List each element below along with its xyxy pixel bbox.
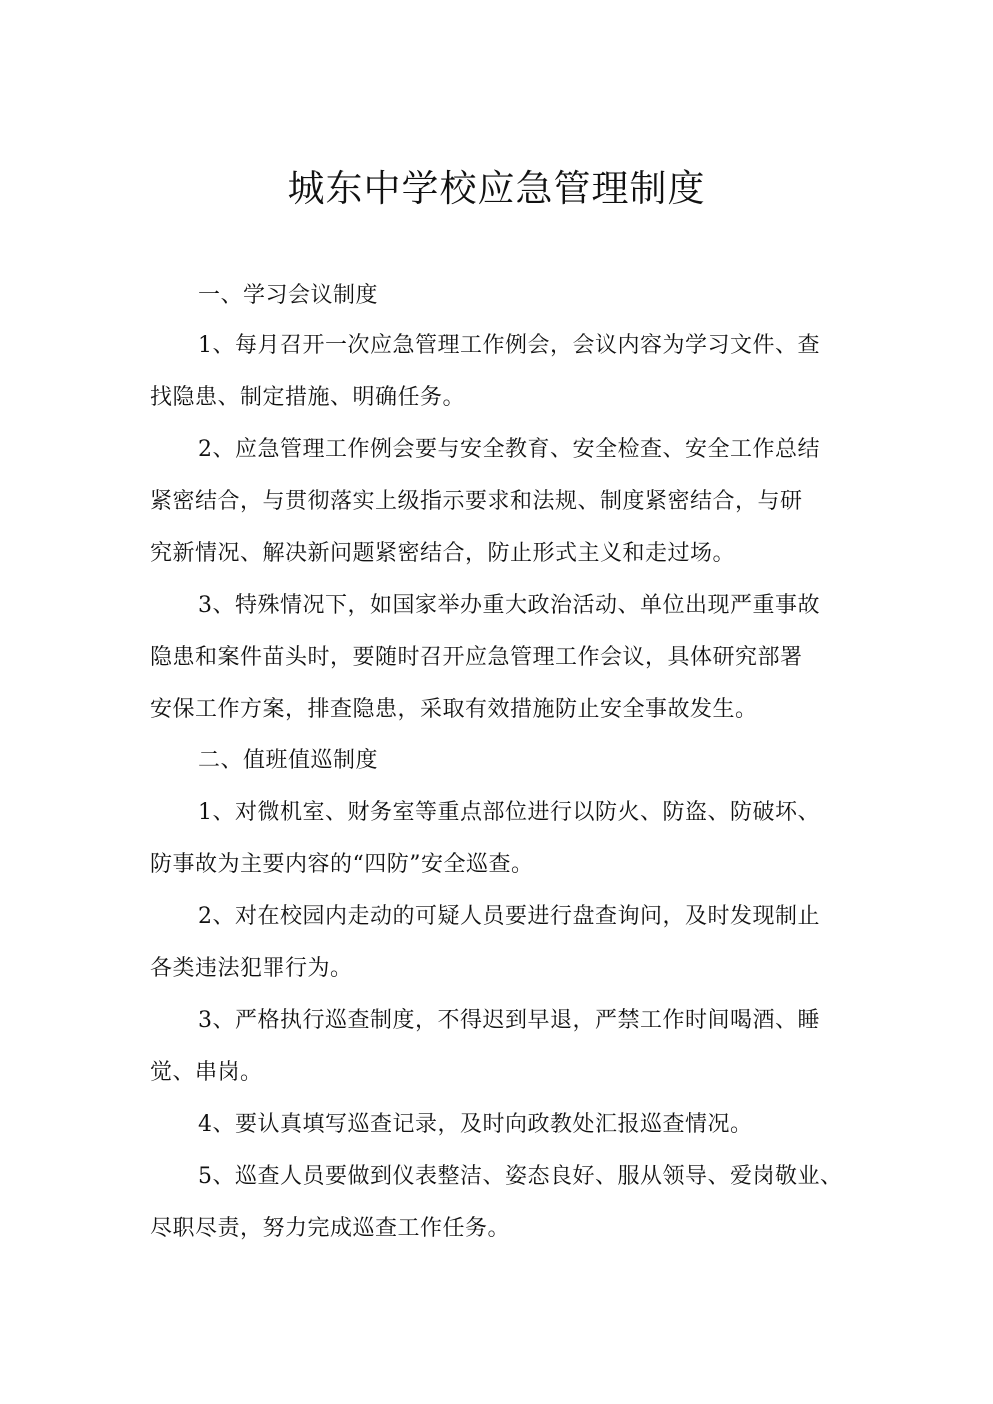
paragraph-line: 觉、串岗。: [150, 1060, 263, 1085]
paragraph-line: 2、对在校园内走动的可疑人员要进行盘查询问，及时发现制止: [198, 904, 820, 929]
paragraph-line: 3、严格执行巡查制度，不得迟到早退，严禁工作时间喝酒、睡: [198, 1008, 820, 1033]
paragraph-line: 各类违法犯罪行为。: [150, 956, 353, 981]
paragraph-line: 找隐患、制定措施、明确任务。: [150, 385, 466, 410]
paragraph-line: 2、应急管理工作例会要与安全教育、安全检查、安全工作总结: [198, 437, 820, 462]
paragraph-line: 1、对微机室、财务室等重点部位进行以防火、防盗、防破坏、: [198, 800, 820, 825]
paragraph-line: 1、每月召开一次应急管理工作例会，会议内容为学习文件、查: [198, 333, 820, 358]
document-title: 城东中学校应急管理制度: [287, 167, 706, 210]
paragraph-line: 紧密结合，与贯彻落实上级指示要求和法规、制度紧密结合，与研: [150, 489, 803, 514]
paragraph-line: 究新情况、解决新问题紧密结合，防止形式主义和走过场。: [150, 541, 736, 566]
paragraph-line: 3、特殊情况下，如国家举办重大政治活动、单位出现严重事故: [198, 593, 820, 618]
paragraph-line: 安保工作方案，排查隐患，采取有效措施防止安全事故发生。: [150, 697, 758, 722]
paragraph-line: 防事故为主要内容的“四防”安全巡查。: [150, 852, 534, 877]
section-heading: 二、值班值巡制度: [198, 748, 379, 773]
section-heading: 一、学习会议制度: [198, 283, 379, 308]
paragraph-line: 5、巡查人员要做到仪表整洁、姿态良好、服从领导、爱岗敬业、: [198, 1164, 843, 1189]
paragraph-line: 4、要认真填写巡查记录，及时向政教处汇报巡查情况。: [198, 1112, 753, 1137]
paragraph-line: 隐患和案件苗头时，要随时召开应急管理工作会议，具体研究部署: [150, 645, 803, 670]
paragraph-line: 尽职尽责，努力完成巡查工作任务。: [150, 1216, 511, 1241]
